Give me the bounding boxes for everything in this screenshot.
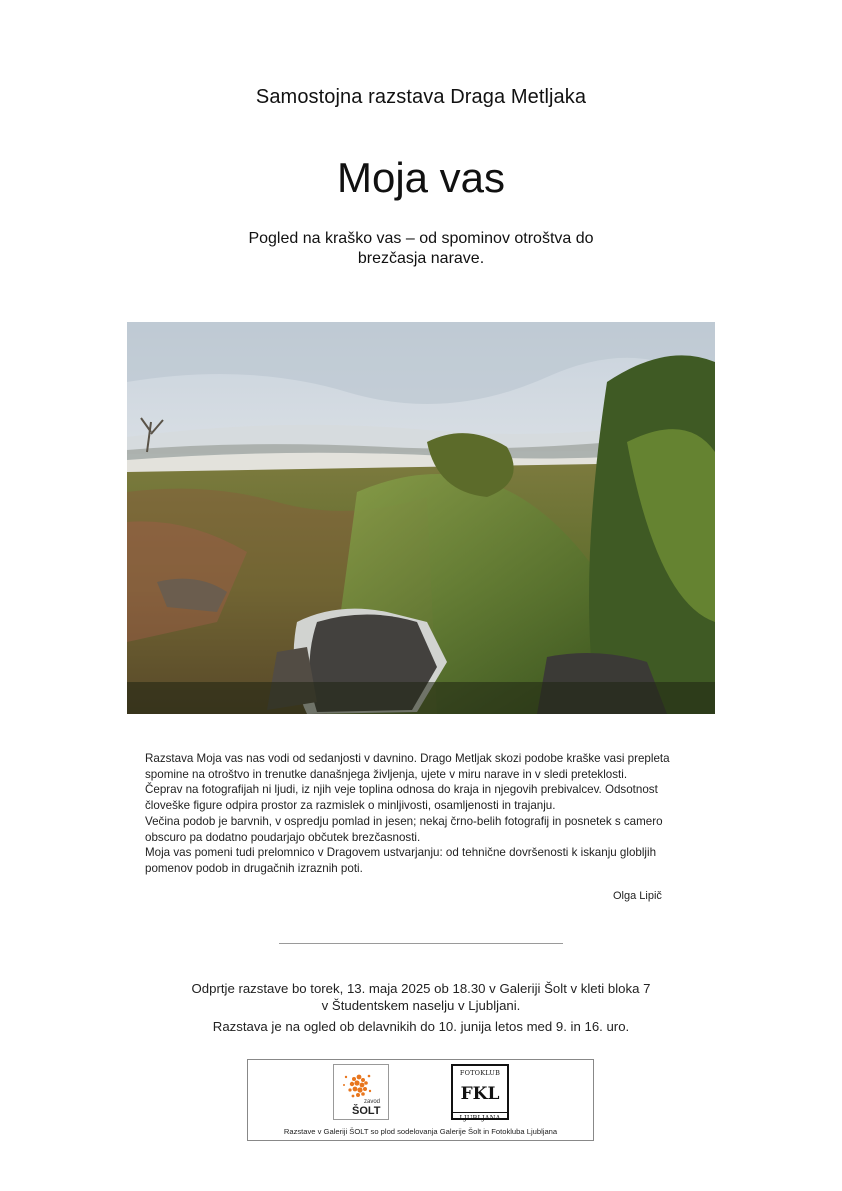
exhibition-title: Moja vas xyxy=(336,154,506,201)
description-paragraph: Razstava Moja vas nas vodi od sedanjosti v davnino. Drago Metljak skozi podobe kraške vasi prepleta spomine na otroštvo in trenutke današnjega življenja, ujete v miru narave in v sledi preteklosti. xyxy=(145,752,670,781)
fkl-logo-bottom: LJUBLJANA xyxy=(453,1112,507,1122)
author-signature: Olga Lipič xyxy=(613,890,662,902)
description-paragraph: Večina podob je barvnih, v ospredju pomlad in jesen; nekaj črno-belih fotografij in posnetek s camero obscuro pa dodatno poudarjajo občutek brezčasnosti. xyxy=(145,814,663,844)
solt-logo xyxy=(333,1064,389,1120)
exhibition-subtitle: Samostojna razstava Draga Metljaka xyxy=(255,86,587,108)
viewing-hours: Razstava je na ogled ob delavnikih do 10. junija letos med 9. in 16. uro. xyxy=(212,1019,630,1034)
exhibition-description xyxy=(145,751,705,877)
description-paragraph: Moja vas pomeni tudi prelomnico v Dragovem ustvarjanju: od tehnične dovršenosti k iskanju globljih pomenov podob in drugačnih izraznih poti. xyxy=(145,846,657,875)
partnership-credit: Razstave v Galeriji ŠOLT so plod sodelovanja Galerije Šolt in Fotokluba Ljubljana xyxy=(283,1127,558,1136)
section-divider xyxy=(279,943,563,944)
landscape-photo xyxy=(127,322,715,714)
solt-logo-icon xyxy=(334,1065,388,1119)
svg-text:zavod: zavod xyxy=(364,1099,381,1105)
fkl-logo-mid: FKL xyxy=(460,1084,500,1104)
description-paragraph: Čeprav na fotografijah ni ljudi, iz njih veje toplina odnosa do kraja in njegovih prebivalcev. Odsotnost človeške figure odpira prostor za razmislek o minljivosti, osamljenosti in trajanju. xyxy=(145,783,658,813)
landscape-photo-icon xyxy=(127,322,715,714)
svg-text:ŠOLT: ŠOLT xyxy=(352,1105,381,1117)
partner-logos xyxy=(247,1059,594,1141)
opening-location: v Študentskem naselju v Ljubljani. xyxy=(321,998,521,1013)
fkl-logo-top: FOTOKLUB xyxy=(459,1069,501,1077)
exhibition-tagline: Pogled na kraško vas – od spominov otroštva do brezčasja narave. xyxy=(248,230,594,267)
opening-info xyxy=(0,980,842,1014)
fkl-logo xyxy=(451,1064,509,1120)
opening-line: Odprtje razstave bo torek, 13. maja 2025 ob 18.30 v Galeriji Šolt v kleti bloka 7 xyxy=(191,981,651,996)
